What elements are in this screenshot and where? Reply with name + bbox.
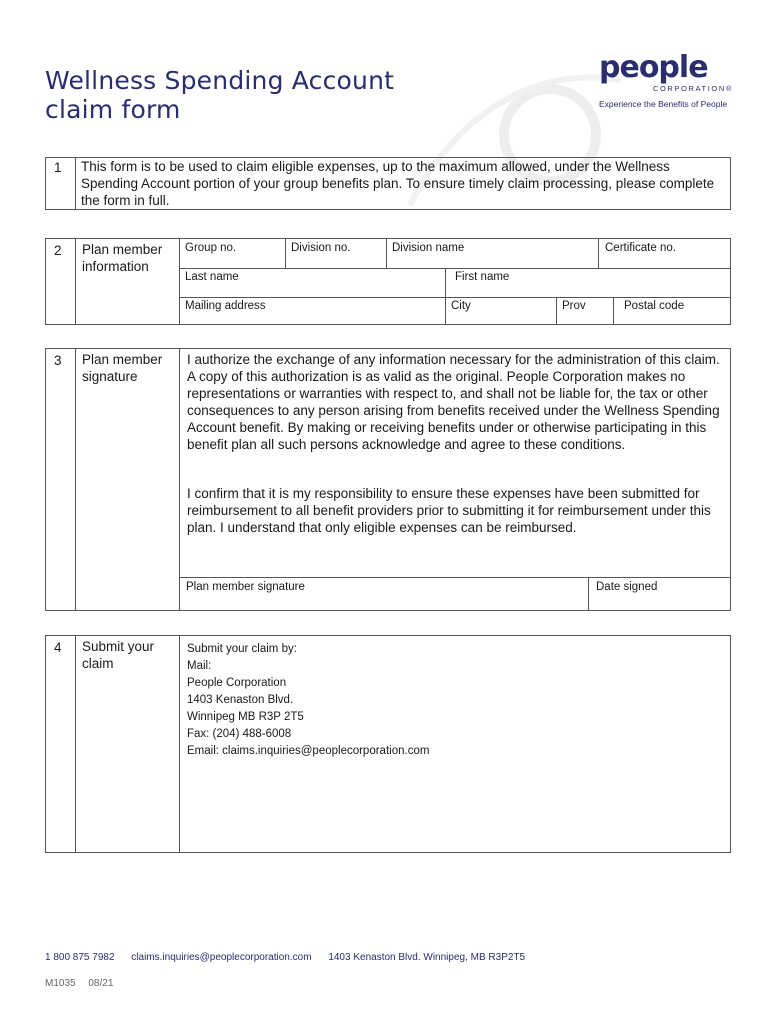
section-2-plan-member-information xyxy=(45,238,731,325)
section-label: Plan member information xyxy=(76,239,180,324)
logo-tagline: Experience the Benefits of People xyxy=(599,99,728,109)
city-field[interactable]: City xyxy=(446,297,557,325)
form-number: M1035 xyxy=(45,978,76,989)
submission-details xyxy=(187,641,429,760)
people-corporation-logo xyxy=(599,50,739,112)
footer-phone: 1 800 875 7982 xyxy=(45,952,115,963)
authorization-paragraph: I authorize the exchange of any information necessary for the administration of this claim. A copy of this authorization is as valid as the original. People Corporation makes no representations or warranties with respect to, and shall not be liable for, the tax or other consequences to any person arising from benefits received under the Wellness Spending Account benefit. By making or receiving benefits under or otherwise participating in this benefit plan all such persons acknowledge and agree to these conditions. xyxy=(187,352,720,452)
logo-corporation: CORPORATION® xyxy=(652,84,733,93)
title-line-1: Wellness Spending Account xyxy=(45,66,395,95)
section-number: 2 xyxy=(46,239,76,324)
division-name-field[interactable]: Division name xyxy=(387,239,599,268)
section-label: Plan member signature xyxy=(76,349,180,610)
plan-member-signature-field[interactable]: Plan member signature xyxy=(180,578,589,610)
division-no-field[interactable]: Division no. xyxy=(286,239,387,268)
page-title xyxy=(45,66,394,124)
section-4-submit-your-claim xyxy=(45,635,731,853)
section-1-instructions xyxy=(45,157,731,210)
submit-company: People Corporation xyxy=(187,677,287,689)
title-line-2: claim form xyxy=(45,95,181,124)
submit-email: Email: claims.inquiries@peoplecorporation.com xyxy=(187,745,430,757)
instructions-text: This form is to be used to claim eligible expenses, up to the maximum allowed, under the Wellness Spending Account portion of your group benefits plan. To ensure timely claim processing, please complete the form in full. xyxy=(81,159,715,208)
postal-code-field[interactable]: Postal code xyxy=(624,300,685,312)
last-name-field[interactable]: Last name xyxy=(180,268,446,297)
footer-address: 1403 Kenaston Blvd. Winnipeg, MB R3P2T5 xyxy=(328,952,526,963)
section-number: 3 xyxy=(46,349,76,610)
date-signed-field[interactable]: Date signed xyxy=(596,581,658,593)
first-name-field[interactable]: First name xyxy=(455,271,510,283)
confirmation-paragraph: I confirm that it is my responsibility to ensure these expenses have been submitted for reimbursement to all benefit providers prior to submitting it for reimbursement under this plan. I understand that only eligible expenses can be reimbursed. xyxy=(187,486,711,535)
section-3-plan-member-signature xyxy=(45,348,731,611)
section-number: 1 xyxy=(46,158,76,209)
mailing-address-field[interactable]: Mailing address xyxy=(180,297,446,325)
submit-city: Winnipeg MB R3P 2T5 xyxy=(187,711,304,723)
submit-street: 1403 Kenaston Blvd. xyxy=(187,694,294,706)
certificate-no-field[interactable]: Certificate no. xyxy=(605,242,676,254)
decorative-swirl-icon xyxy=(395,55,625,245)
prov-field[interactable]: Prov xyxy=(557,297,614,325)
logo-word: people xyxy=(599,50,708,85)
group-no-field[interactable]: Group no. xyxy=(180,239,286,268)
section-number: 4 xyxy=(46,636,76,852)
section-label: Submit your claim xyxy=(76,636,180,852)
submit-fax: Fax: (204) 488-6008 xyxy=(187,728,292,740)
submit-mail-label: Mail: xyxy=(187,660,212,672)
footer-contact xyxy=(45,952,539,963)
form-code xyxy=(45,978,123,989)
submit-intro: Submit your claim by: xyxy=(187,643,297,655)
form-date: 08/21 xyxy=(88,978,114,989)
footer-email: claims.inquiries@peoplecorporation.com xyxy=(131,952,312,963)
